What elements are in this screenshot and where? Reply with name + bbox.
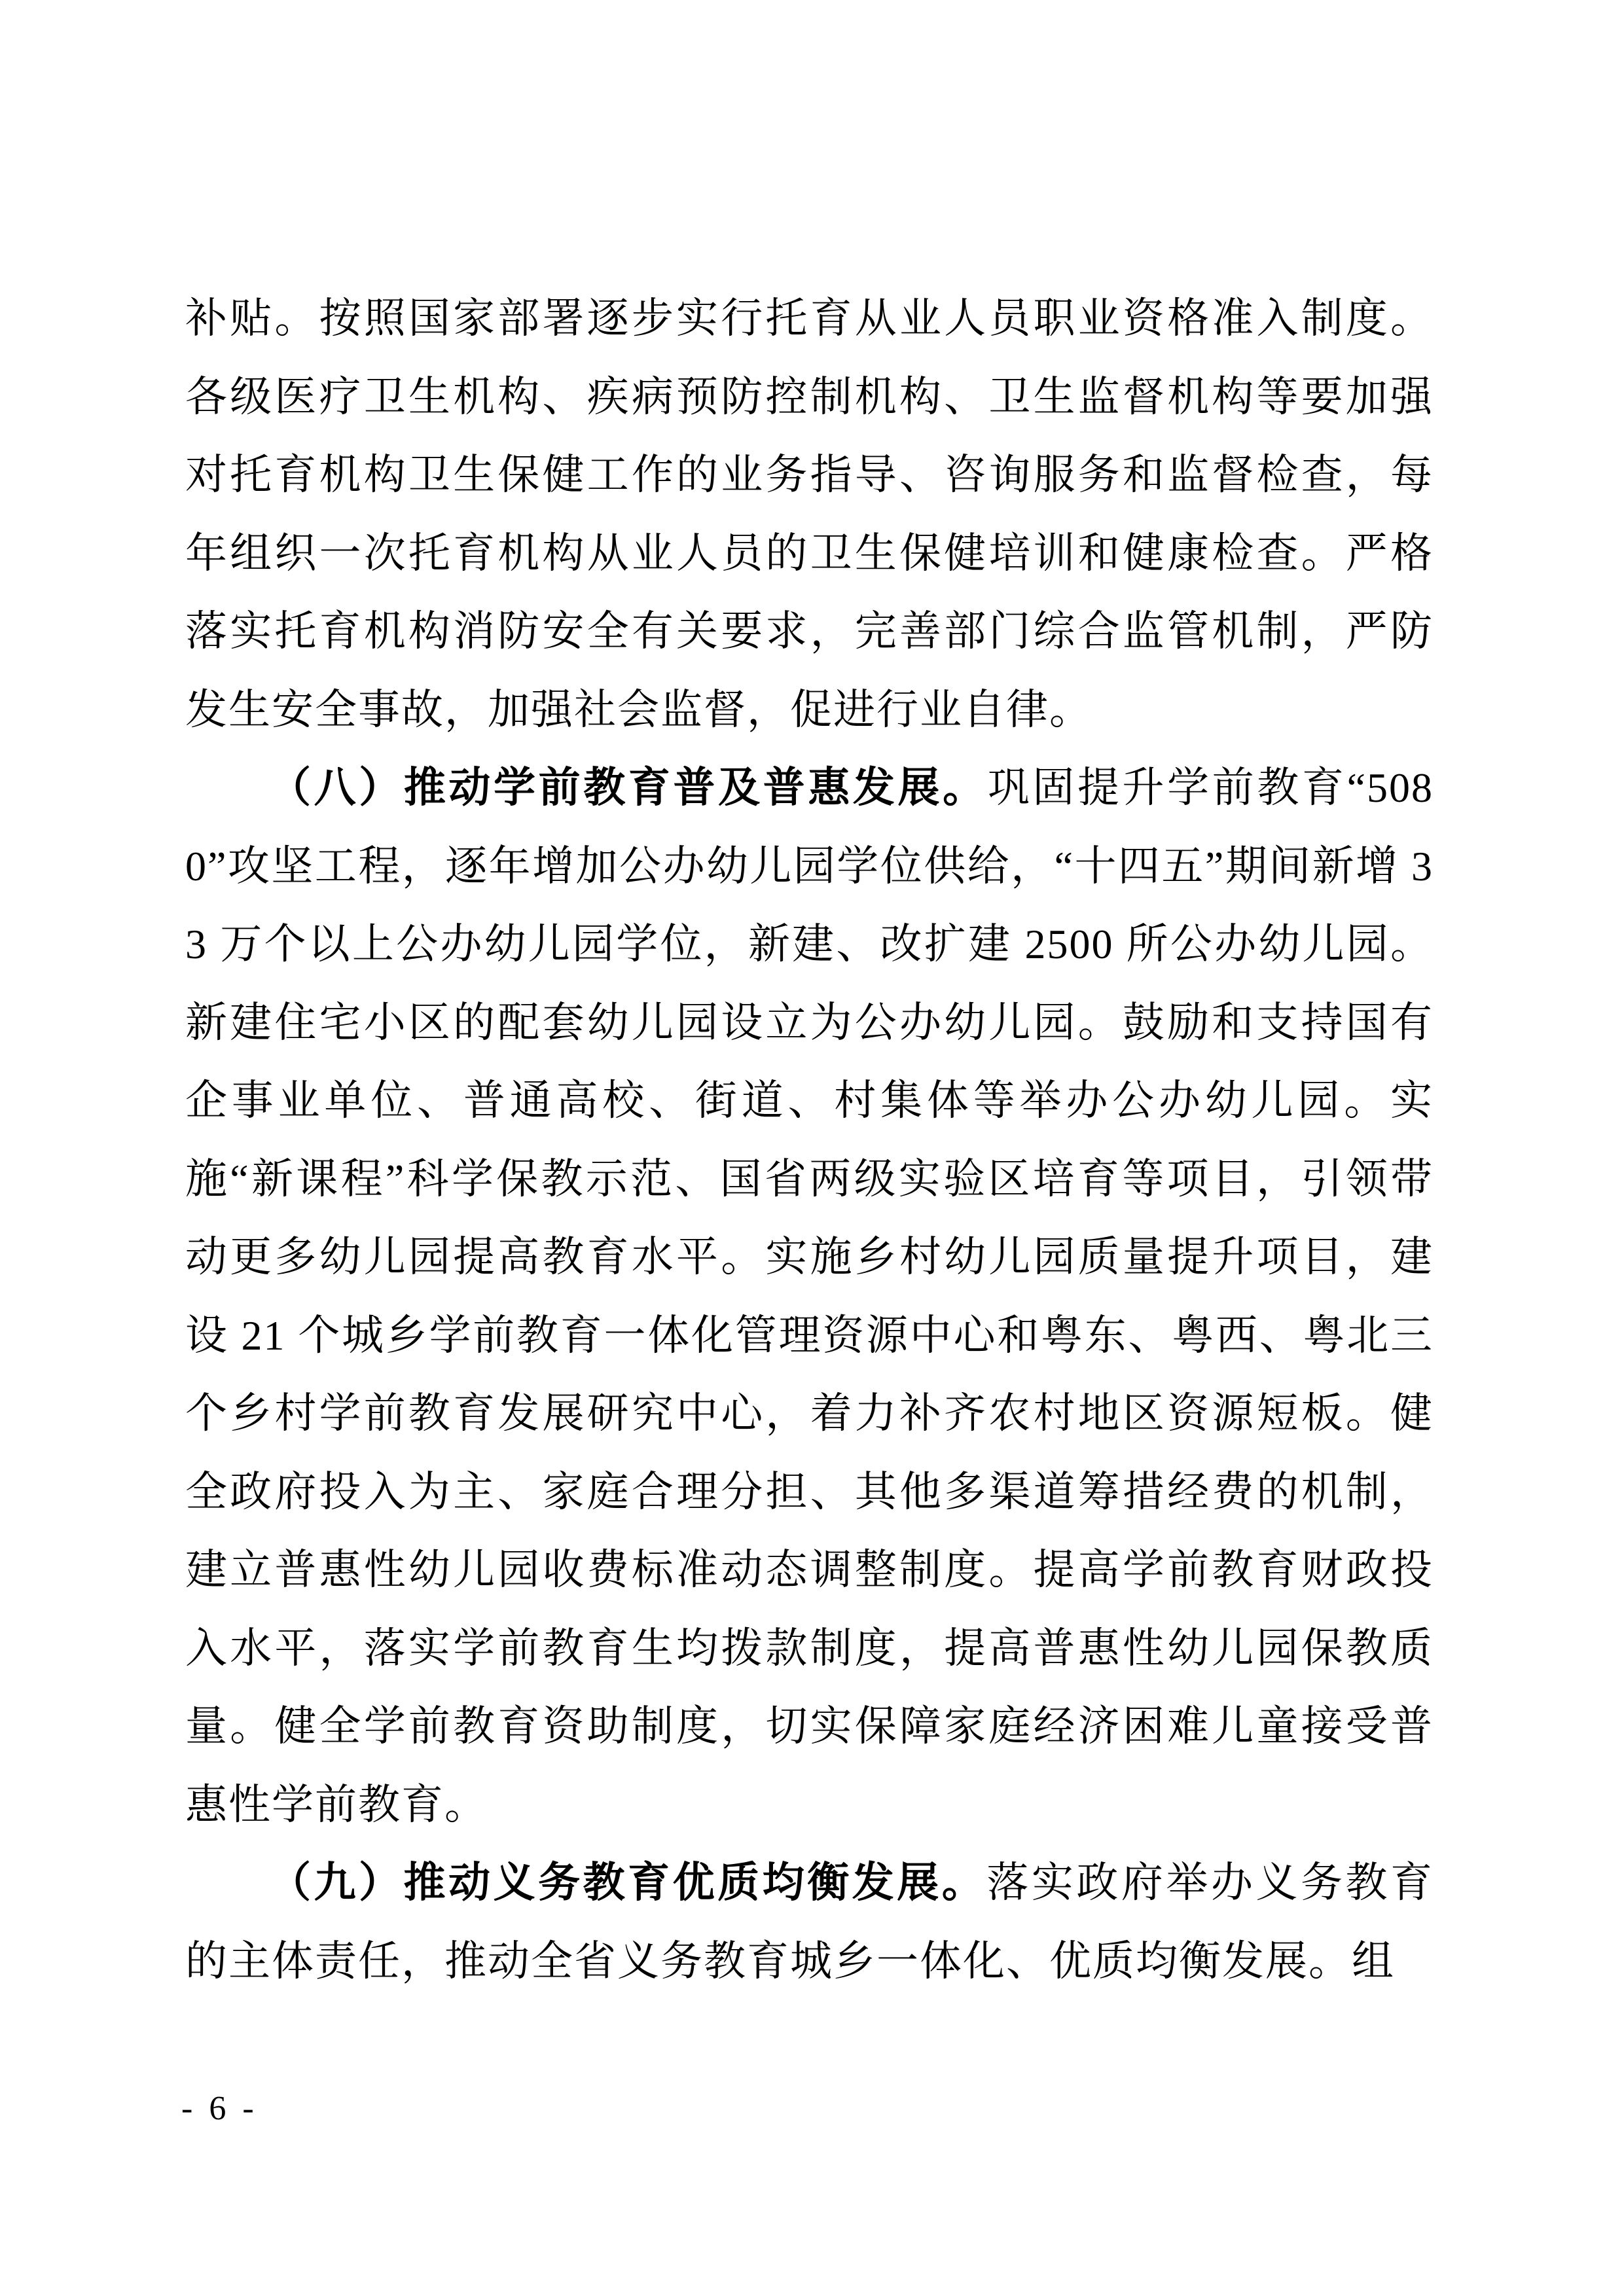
paragraph-continuation <box>185 279 1434 749</box>
paragraph-section-9 <box>185 1844 1434 2000</box>
document-body <box>185 279 1434 2000</box>
page-number: - 6 - <box>181 2090 258 2127</box>
paragraph-text: 补贴。按照国家部署逐步实行托育从业人员职业资格准入制度。各级医疗卫生机构、疾病预防控制机构、卫生监督机构等要加强对托育机构卫生保健工作的业务指导、咨询服务和监督检查，每年组织一次托育机构从业人员的卫生保健培训和健康检查。严格落实托育机构消防安全有关要求，完善部门综合监管机制，严防发生安全事故，加强社会监督，促进行业自律。 <box>185 295 1434 733</box>
paragraph-text: 落实政府举办义务教育的主体责任，推动全省义务教育城乡一体化、优质均衡发展。组 <box>185 1859 1434 1984</box>
paragraph-text: 巩固提升学前教育“5080”攻坚工程，逐年增加公办幼儿园学位供给，“十四五”期间新增 33 万个以上公办幼儿园学位，新建、改扩建 2500 所公办幼儿园。新建住宅小区的配套幼儿园设立为公办幼儿园。鼓励和支持国有企事业单位、普通高校、街道、村集体等举办公办幼儿园。实施“新课程”科学保教示范、国省两级实验区培育等项目，引领带动更多幼儿园提高教育水平。实施乡村幼儿园质量提升项目，建设 21 个城乡学前教育一体化管理资源中心和粤东、粤西、粤北三个乡村学前教育发展研究中心，着力补齐农村地区资源短板。健全政府投入为主、家庭合理分担、其他多渠道筹措经费的机制，建立普惠性幼儿园收费标准动态调整制度。提高学前教育财政投入水平，落实学前教育生均拨款制度，提高普惠性幼儿园保教质量。健全学前教育资助制度，切实保障家庭经济困难儿童接受普惠性学前教育。 <box>185 764 1434 1828</box>
section-heading-9: （九）推动义务教育优质均衡发展。 <box>269 1859 987 1906</box>
section-heading-8: （八）推动学前教育普及普惠发展。 <box>269 764 988 811</box>
paragraph-section-8 <box>185 749 1434 1844</box>
